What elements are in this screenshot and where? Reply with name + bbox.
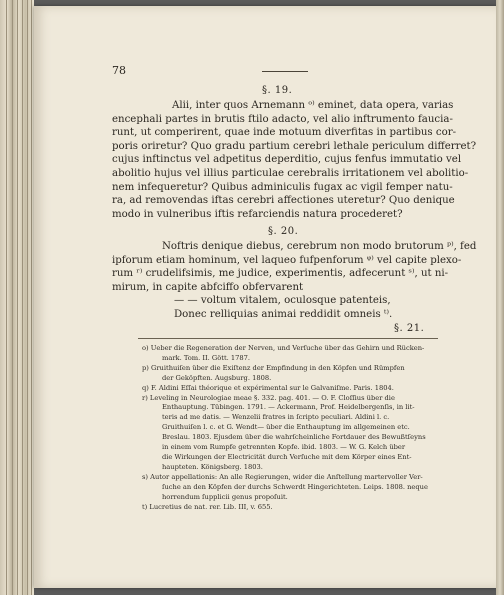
footnote-line: teris ad me datis. — Wenzelii fratres in ſcripto peculiari. Aldini l. c. (162, 413, 390, 422)
footnote-line: Breslau. 1803. Ejusdem über die wahrſcheinliche Fortdauer des Bewußtſeyns (162, 433, 426, 442)
footnote-line: p) Gruithuiſen über die Exiſtenz der Empfindung in den Köpfen und Rümpfen (142, 363, 405, 372)
book-page-edges (0, 0, 34, 595)
footnote-line: die Wirkungen der Electricität durch Verſuche mit dem Körper eines Ent- (162, 452, 412, 461)
footnote-line: t) Lucretius de nat. rer. Lib. III, v. 655. (142, 502, 273, 511)
catchword: §. 21. (394, 323, 425, 334)
footnote-line: horrendum ſupplicii genus propoſuit. (162, 492, 288, 501)
verse-line: — — voltum vitalem, oculosque patenteis, (174, 295, 391, 307)
page-number: 78 (112, 64, 126, 77)
footnote-line: Enthauptung. Tübingen. 1791. — Ackermann, Prof. Heidelbergenſis, in lit- (162, 403, 415, 412)
section-19-text (112, 99, 476, 221)
footnote-line: Gruithuiſen l. c. et G. Wendt— über die Enthauptung im allgemeinen etc. (162, 423, 410, 432)
text-line: rum ʳ⁾ crudelifsimis, me judice, experimentis, adfecerunt ˢ⁾, ut ni- (112, 268, 449, 280)
header-rule (262, 71, 308, 72)
footnote-line: q) F. Aldini Eſſai théorique et expérimental sur le Galvaniſme. Paris. 1804. (142, 383, 394, 392)
text-line: Noftris denique diebus, cerebrum non modo brutorum ᵖ⁾, fed (162, 241, 477, 252)
footnote-line: in einem vom Rumpfe getrennten Kopfe. ibid. 1803. — W. G. Kelch über (162, 443, 406, 452)
footnote-line: der Geköpften. Augsburg. 1808. (162, 373, 272, 382)
footnote-line: ſuche an den Köpfen der durchs Schwerdt Hingerichteten. Leips. 1808. neque (162, 482, 428, 491)
text-line: runt, ut comperirent, quae inde motuum diverfitas in partibus cor- (112, 127, 457, 139)
section-20-heading: §. 20. (268, 226, 299, 237)
text-line: Alii, inter quos Arnemann ᵒ⁾ eminet, data opera, varias (172, 100, 454, 111)
text-line: modo in vulneribus iftis refarciendis natura procederet? (112, 208, 403, 220)
footnote-line: mark. Tom. II. Gött. 1787. (162, 353, 251, 362)
footnote-line: haupteten. Königsberg. 1803. (162, 462, 263, 471)
text-line: ra, ad removendas iftas cerebri affectiones uteretur? Quo denique (112, 195, 455, 207)
footnote-line: s) Autor appellationis: An alle Regierungen, wider die Anſtellung martervoller Ver- (142, 472, 423, 481)
text-line: ipforum etiam hominum, vel laqueo fufpenforum ᵠ⁾ vel capite plexo- (112, 254, 462, 266)
footnote-line: o) Ueber die Regeneration der Nerven, und Verſuche über das Gehirn und Rücken- (142, 344, 425, 352)
section-20-text (112, 240, 476, 322)
text-line: nem infequeretur? Quibus adminiculis fugax ac vigil femper natu- (112, 181, 453, 193)
text-line: mirum, in capite abfciffo obfervarent (112, 281, 304, 293)
footnotes (142, 344, 428, 512)
verse-line: Donec relliquias animai reddidit omneis ᵗ⁾. (174, 308, 393, 320)
text-line: cujus inftinctus vel adpetitus deperditio, cujus fenfus immutatio vel (112, 154, 462, 166)
footnote-separator (138, 338, 438, 339)
text-line: encephali partes in brutis ftilo adacto, vel alio inftrumento faucia- (112, 113, 453, 125)
text-line: abolitio hujus vel illius particulae cerebralis irritationem vel abolitio- (112, 167, 469, 179)
right-page-edge (496, 0, 504, 595)
section-19-heading: §. 19. (262, 85, 293, 96)
text-line: poris oriretur? Quo gradu partium cerebri lethale periculum differret? (112, 140, 477, 152)
footnote-line: r) Leveling in Neurologiae meae §. 332. pag. 401. — O. F. Cloſſius über die (142, 393, 395, 402)
